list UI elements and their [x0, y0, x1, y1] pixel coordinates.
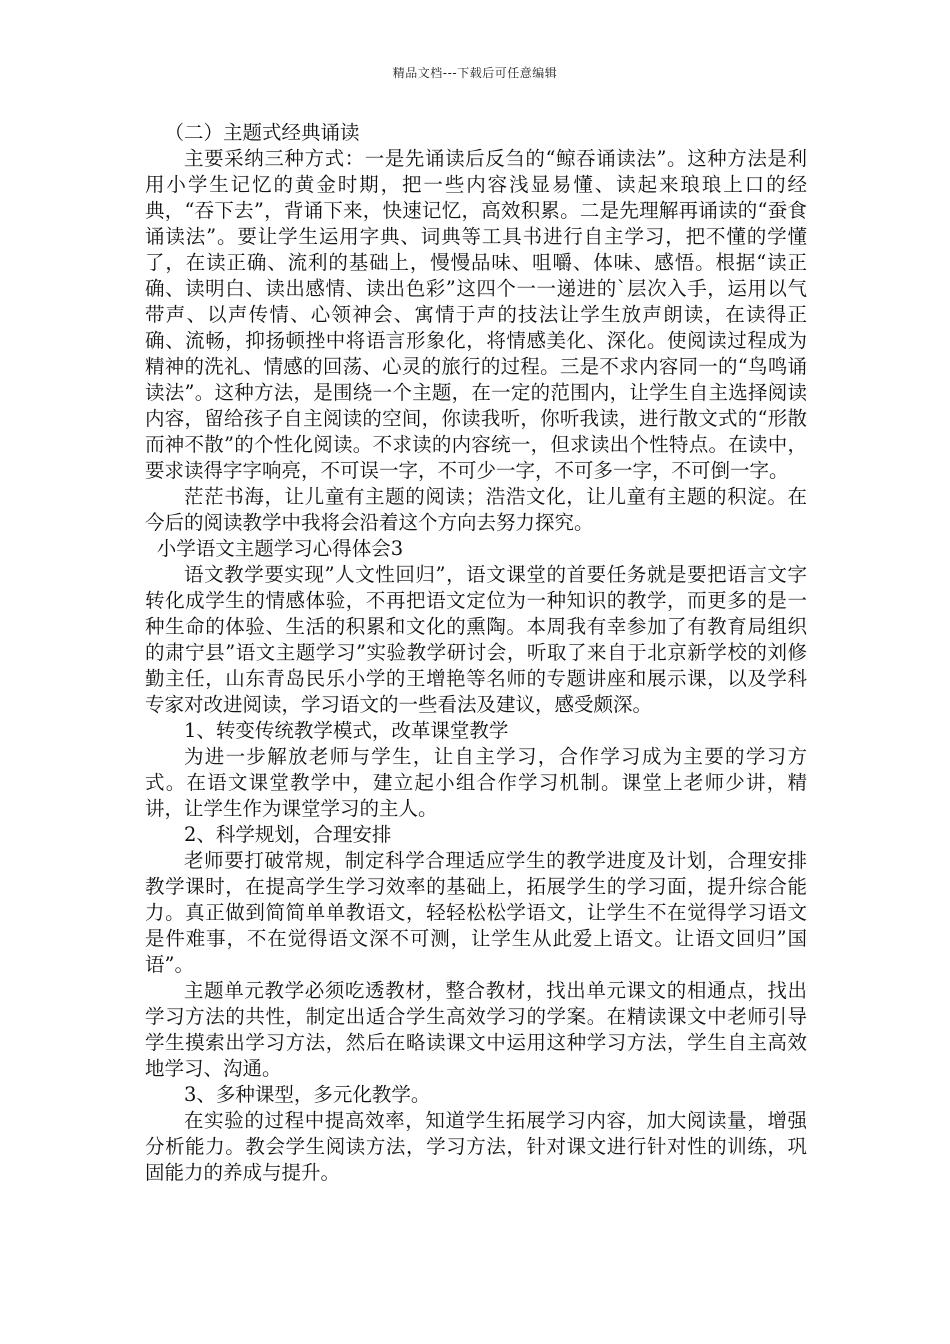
section-heading: 3、多种课型，多元化教学。: [184, 1083, 431, 1106]
document-body: [145, 120, 807, 1186]
section-heading: 2、科学规划，合理安排: [184, 823, 392, 846]
page-header: 精品文档---下载后可任意编辑: [392, 66, 558, 80]
section-heading: 1、转变传统教学模式，改革课堂教学: [184, 719, 509, 742]
article-title: 小学语文主题学习心得体会3: [156, 537, 404, 560]
paragraph: 主题单元教学必须吃透教材，整合教材，找出单元课文的相通点，找出学习方法的共性，制定出适合学生高效学习的学案。在精读课文中老师引导学生摸索出学习方法，然后在略读课文中运用这种学习方法，学生自主高效地学习、沟通。: [145, 979, 807, 1080]
paragraph: 老师要打破常规，制定科学合理适应学生的教学进度及计划，合理安排教学课时，在提高学生学习效率的基础上，拓展学生的学习面，提升综合能力。真正做到简简单单教语文，轻轻松松学语文，让学生不在觉得学习语文是件难事，不在觉得语文深不可测，让学生从此爱上语文。让语文回归”国语”。: [145, 849, 807, 976]
paragraph: 茫茫书海，让儿童有主题的阅读；浩浩文化，让儿童有主题的积淀。在今后的阅读教学中我将会沿着这个方向去努力探究。: [145, 485, 807, 534]
paragraph: 为进一步解放老师与学生，让自主学习，合作学习成为主要的学习方式。在语文课堂教学中，建立起小组合作学习机制。课堂上老师少讲，精讲，让学生作为课堂学习的主人。: [145, 745, 807, 820]
section-heading: （二）主题式经典诵读: [164, 121, 360, 144]
paragraph: 主要采纳三种方式：一是先诵读后反刍的“鲸吞诵读法”。这种方法是利用小学生记忆的黄金时期，把一些内容浅显易懂、读起来琅琅上口的经典，“吞下去”，背诵下来，快速记忆，高效积累。二是先理解再诵读的“蚕食诵读法”。要让学生运用字典、词典等工具书进行自主学习，把不懂的学懂了，在读正确、流利的基础上，慢慢品味、咀嚼、体味、感悟。根据“读正确、读明白、读出感情、读出色彩”这四个一一递进的`层次入手，运用以气带声、以声传情、心领神会、寓情于声的技法让学生放声朗读，在读得正确、流畅，抑扬顿挫中将语言形象化，将情感美化、深化。使阅读过程成为精神的洗礼、情感的回荡、心灵的旅行的过程。三是不求内容同一的“鸟鸣诵读法”。这种方法，是围绕一个主题，在一定的范围内，让学生自主选择阅读内容，留给孩子自主阅读的空间，你读我听，你听我读，进行散文式的“形散而神不散”的个性化阅读。不求读的内容统一，但求读出个性特点。在读中，要求读得字字响亮，不可误一字，不可少一字，不可多一字，不可倒一字。: [145, 147, 807, 482]
paragraph: 在实验的过程中提高效率，知道学生拓展学习内容，加大阅读量，增强分析能力。教会学生阅读方法，学习方法，针对课文进行针对性的训练，巩固能力的养成与提升。: [145, 1109, 807, 1184]
paragraph: 语文教学要实现”人文性回归”，语文课堂的首要任务就是要把语言文字转化成学生的情感体验，不再把语文定位为一种知识的教学，而更多的是一种生命的体验、生活的积累和文化的熏陶。本周我有幸参加了有教育局组织的肃宁县”语文主题学习”实验教学研讨会，听取了来自于北京新学校的刘修勤主任，山东青岛民乐小学的王增艳等名师的专题讲座和展示课，以及学科专家对改进阅读，学习语文的一些看法及建议，感受颇深。: [145, 563, 807, 716]
